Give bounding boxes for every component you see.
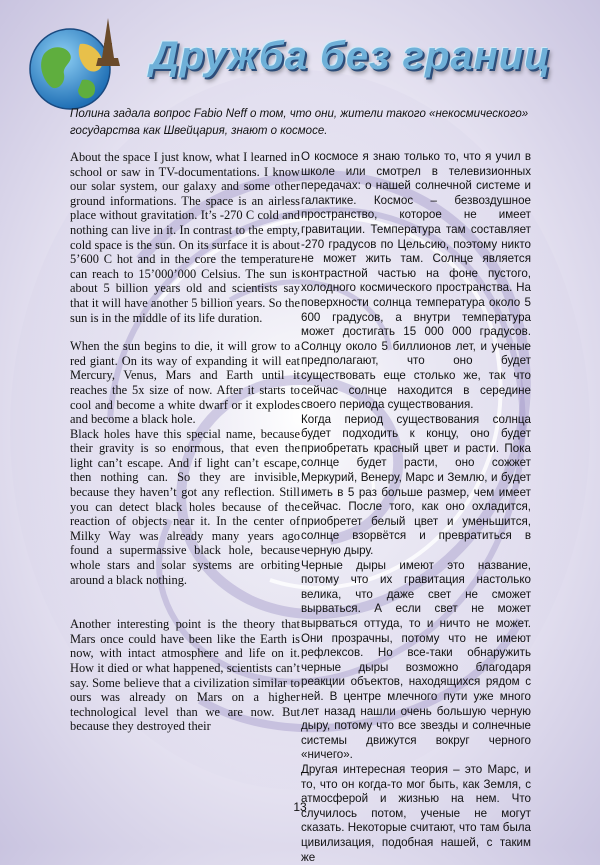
globe-with-eiffel-tower-icon [22,14,132,114]
russian-paragraph-1: О космосе я знаю только то, что я учил в школе или смотрел в телевизионных передачах: о нашей солнечной системе и галактике. Космос – безвоздушное пространство, которое не имеет гравитации. Температура там составляет -270 градусов по Цельсию, поэтому никто не может жить там. Солнце является контрастной частью на фоне пустого, холодного космического пространства. На поверхности солнца температура около 5 600 градусов, а внутри температура может достигать 15 000 000 градусов. Солнцу около 5 биллионов лет, и ученые предполагают, что оно будет существовать еще столько же, так что сейчас солнце находится в середине своего периода существования. [301,150,531,412]
english-column [70,150,300,790]
russian-paragraph-3: Черные дыры имеют это название, потому что их гравитация настолько велика, что даже свет не сможет вырваться. А если свет не может вырваться оттуда, то и ничто не может. Они прозрачны, потому что не имеют рефлексов. Но все-таки обнаружить черные дыры возможно благодаря реакции объектов, находящихся рядом с ней. В центре млечного пути уже много лет назад нашли очень большую черную дыру, потому что все звезды и солнечные системы движутся вокруг черного «ничего». [301,558,531,762]
english-paragraph-4: Another interesting point is the theory that Mars once could have been like the Earth is now, with intact atmosphere and life on it. How it died or what happened, scientists can’t say. Some believe that a civilization similar to ours was already on Mars on a higher technological level than we are now. But because they destroyed their [70,617,300,734]
english-paragraph-1: About the space I just know, what I learned in school or saw in TV-documentations. I know our solar system, our galaxy and some other ground informations. The space is an airless place without gravitation. It’s -270 C cold and nothing can live in it. In contrast to the empty, cold space is the sun. On its surface it is about 5’600 C hot and in the core the temperature can reach to 15’000’000 Celsius. The sun is about 5 billion years old and scientists say that it will have another 5 billion years. So the sun is in the middle of its life duration. [70,150,300,325]
russian-column [301,150,531,864]
page-title: Дружба без границ [150,34,552,78]
english-paragraph-2: When the sun begins to die, it will grow to a red giant. On its way of expanding it will eat Mercury, Venus, Mars and Earth until it reaches the 5x size of now. After it starts to cool and become a white dwarf or it explodes and become a black hole. [70,339,300,427]
intro-text: Полина задала вопрос Fabio Neff о том, что они, жители такого «некосмического» государства как Швейцария, знают о космосе. [70,108,529,137]
page-number: 13 [293,800,307,814]
russian-paragraph-4: Другая интересная теория – это Марс, и то, что он когда-то мог быть, как Земля, с атмосферой и жизнью на нем. Что случилось потом, ученые не могут сказать. Некоторые считают, что там была цивилизация, подобная нашей, с таким же [301,762,531,864]
russian-paragraph-2: Когда период существования солнца будет подходить к концу, оно будет приобретать красный цвет и расти. Пока солнце будет расти, оно сожжет Меркурий, Венеру, Марс и Землю, и будет иметь в 5 раз больше размер, чем имеет сейчас. После того, как оно охладится, приобретет белый цвет и уменьшится, солнце взорвётся и превратиться в черную дыру. [301,412,531,558]
english-paragraph-3: Black holes have this special name, because their gravity is so enormous, that even the light can’t escape. And if light can’t escape, then nothing can. So they are invisible, because they haven’t got any reflection. Still you can detect black holes because of the reaction of objects near it. In the center of Milky Way was already many years ago found a supermassive black hole, because whole stars and solar systems are orbiting around a black nothing. [70,426,300,587]
